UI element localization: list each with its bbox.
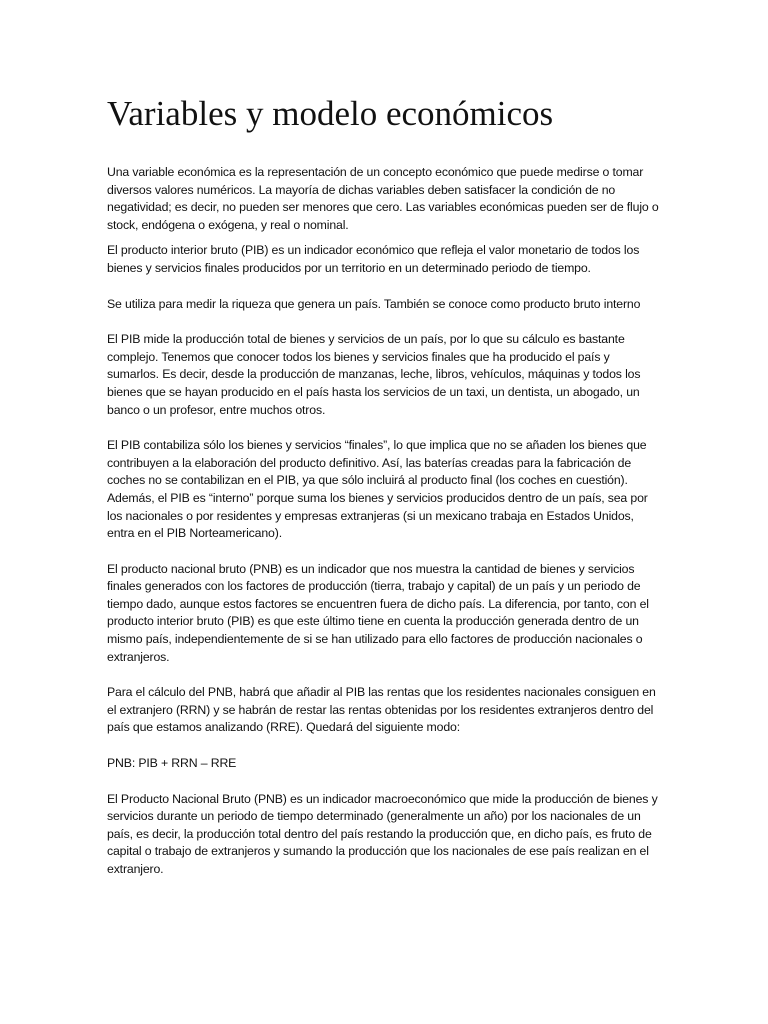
document-title: Variables y modelo económicos	[107, 94, 554, 133]
paragraph-pib-uso: Se utiliza para medir la riqueza que genera un país. También se conoce como producto bruto interno	[107, 296, 641, 311]
paragraph-pib-bienes-finales: El PIB contabiliza sólo los bienes y servicios “finales”, lo que implica que no se añaden los bienes que contribuyen a la elaboración del producto definitivo. Así, las baterías creadas para la fabricación de coches no se contabilizan en el PIB, ya que sólo incluirá al producto final (los coches en cuestión). Además, el PIB es “interno” porque suma los bienes y servicios producidos dentro de un país, sea por los nacionales o por residentes y empresas extranjeras (si un mexicano trabaja en Estados Unidos, entra en el PIB Norteamericano).	[107, 438, 648, 541]
paragraph-pib-definicion: El producto interior bruto (PIB) es un indicador económico que refleja el valor monetario de todos los bienes y servicios finales producidos por un territorio en un determinado periodo de tiempo.	[107, 243, 640, 275]
paragraph-pnb-definicion: El producto nacional bruto (PNB) es un indicador que nos muestra la cantidad de bienes y servicios finales generados con los factores de producción (tierra, trabajo y capital) de un país y un periodo de tiempo dado, aunque estos factores se encuentren fuera de dicho país. La diferencia, por tanto, con el producto interior bruto (PIB) es que este último tiene en cuenta la producción generada dentro de un mismo país, independientemente de si se han utilizado para ello factores de producción nacionales o extranjeros.	[107, 561, 649, 664]
document-body	[107, 164, 663, 897]
formula-pnb: PNB: PIB + RRN – RRE	[107, 756, 237, 771]
paragraph-variable-economica: Una variable económica es la representación de un concepto económico que puede medirse o tomar diversos valores numéricos. La mayoría de dichas variables deben satisfacer la condición de no negatividad; es decir, no pueden ser menores que cero. Las variables económicas pueden ser de flujo o stock, endógena o exógena, y real o nominal.	[107, 165, 659, 232]
paragraph-pnb-calculo: Para el cálculo del PNB, habrá que añadir al PIB las rentas que los residentes nacionales consiguen en el extranjero (RRN) y se habrán de restar las rentas obtenidas por los residentes extranjeros dentro del país que estamos analizando (RRE). Quedará del siguiente modo:	[107, 685, 656, 735]
paragraph-pib-medicion: El PIB mide la producción total de bienes y servicios de un país, por lo que su cálculo es bastante complejo. Tenemos que conocer todos los bienes y servicios finales que ha producido el país y sumarlos. Es decir, desde la producción de manzanas, leche, libros, vehículos, máquinas y todos los bienes que se hayan producido en el país hasta los servicios de un taxi, un dentista, un abogado, un banco o un profesor, entre muchos otros.	[107, 332, 641, 417]
paragraph-pnb-macroeconomico: El Producto Nacional Bruto (PNB) es un indicador macroeconómico que mide la producción de bienes y servicios durante un periodo de tiempo determinado (generalmente un año) por los nacionales de un país, es decir, la producción total dentro del país restando la producción que, en dicho país, es fruto de capital o trabajo de extranjeros y sumando la producción que los nacionales de ese país realizan en el extranjero.	[107, 791, 658, 876]
